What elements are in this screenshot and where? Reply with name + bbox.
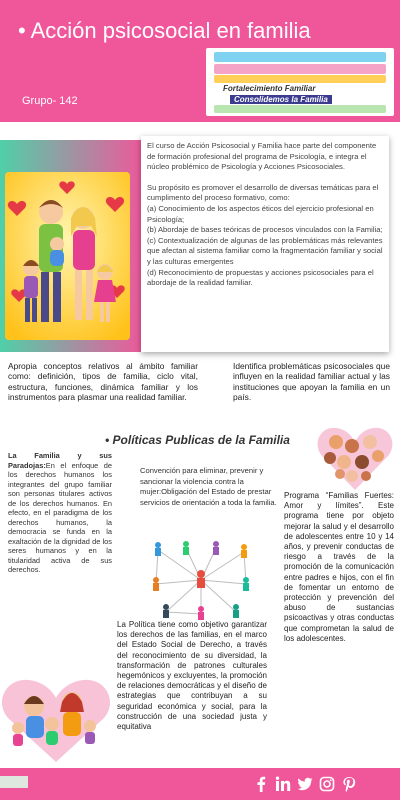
objective-concepts: Apropia conceptos relativos al ámbito familiar como: definición, tipos de familia, ciclo vital, estructura, funciones, dinámica familiar y los instrumentos para plasmar una realidad familiar. [8,361,198,403]
banner-subtitle: Consolidemos la Familia [230,95,332,104]
network-people-image [146,540,256,622]
family-heart-image [0,672,112,764]
purpose-paragraph: Su propósito es promover el desarrollo de diversas temáticas para el cumplimento del proceso formativo, como: [147,182,379,203]
list-item: (d) Reconocimiento de propuestas y acciones psicosociales para el abordaje de la realidad familiar. [147,267,374,288]
pinterest-icon[interactable] [341,776,357,792]
banner-image [206,48,394,116]
policy-objective-text: La Política tiene como objetivo garantizar los derechos de las familias, en el marco del Estado Social de Derecho, a través del reconocimiento de su diversidad, la transformación de patrones culturales hegemónicos y excluyentes, la promoción de relaciones democráticas y el diseño de estrategias que contribuyan a su seguridad económica y social, para la construcción de una sociedad justa y equitativa [117,620,267,732]
intro-paragraph: El curso de Acción Psicosocial y Familia hace parte del componente de formación profesional del programa de Psicología, e integra el núcleo problémico de Psicología y Acciones Psicosociales. [147,141,377,172]
list-item: (b) Abordaje de bases teóricas de procesos vinculados con la Familia; [147,225,383,235]
heart-faces-image [316,424,394,492]
policies-title: • Políticas Publicas de la Familia [105,433,290,447]
list-item: (a) Conocimiento de los aspectos éticos del ejercicio profesional en Psicología; [147,203,374,224]
footer-band [0,768,400,800]
objective-problems: Identifica problemáticas psicosociales que influyen en la realidad familiar actual y las instituciones que apoyan la familia en un país. [233,361,390,403]
paradoxes-heading: La Familia y sus Paradojas: [8,451,112,470]
instagram-icon[interactable] [319,776,335,792]
group-label: Grupo- 142 [22,95,78,107]
page-title: • Acción psicosocial en familia [18,18,311,43]
course-description-card [141,136,389,352]
strong-families-program: Programa “Familias Fuertes: Amor y límites”. Este programa tiene por objeto mejorar la salud y el desarrollo de adolescentes entre 10 y 14 años, y prevenir conductas de riesgo a través de la promoción de la comunicación entre padres e hijos, con el fin de fomentar un entorno de protección y prevención del abuso de sustancias psicoactivas y otras conductas que comprometan la salud de los adolescentes. [284,491,394,643]
paradoxes-body: En el enfoque de los derechos humanos los integrantes del grupo familiar son personas titulares activos de los derechos humanos. En efecto, en el paradigma de los derechos humanos, la democracia se funda en la exaltación de la dignidad de los seres humanos y en la titularidad activa de sus derechos. [8,460,112,574]
family-illustration [5,172,130,340]
family-drawing [5,172,130,340]
convention-text: Convención para eliminar, prevenir y sancionar la violencia contra la mujer:Obligación del Estado de prestar servicios de orientación a toda la familia. [140,466,277,507]
twitter-icon[interactable] [297,776,313,792]
facebook-icon[interactable] [253,776,269,792]
linkedin-icon[interactable] [275,776,291,792]
banner-title: Fortalecimiento Familiar [220,84,318,93]
paradoxes-text [8,451,112,575]
institution-logo [0,776,28,788]
list-item: (c) Contextualización de algunas de las problemáticas más relevantes que afectan al sistema familiar como la fragmentación familiar y social y las culturas emergentes [147,235,383,266]
